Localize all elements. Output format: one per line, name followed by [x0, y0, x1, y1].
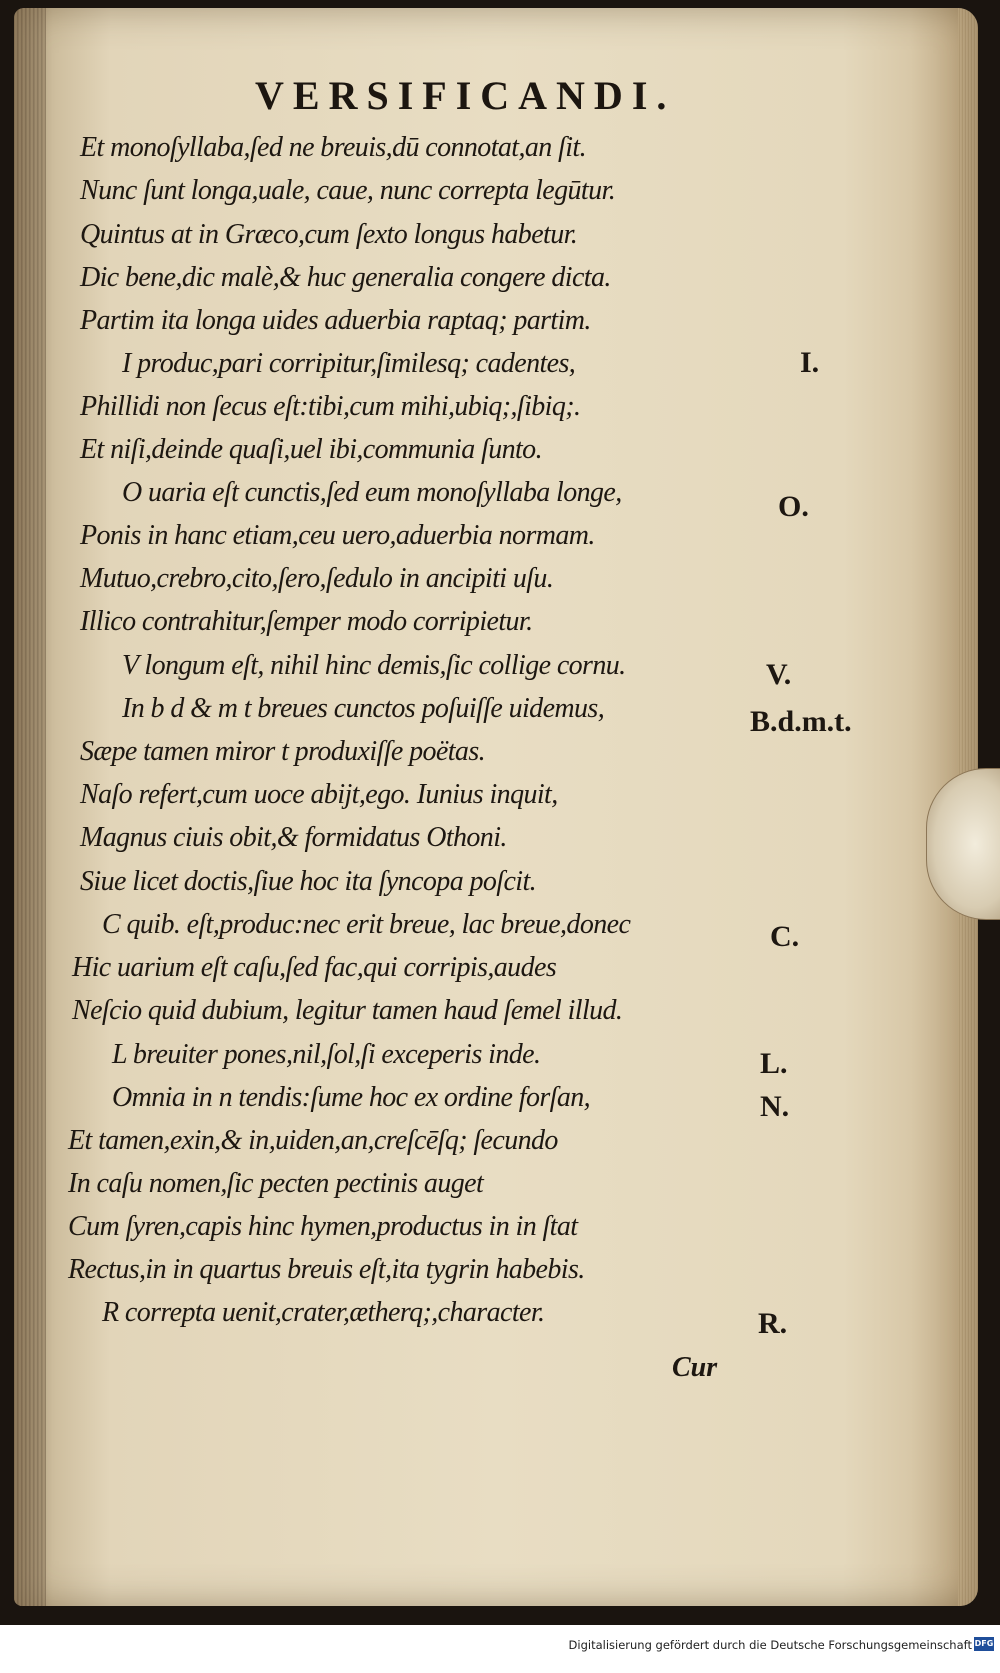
verse-line: Dic bene,dic malè,& huc generalia congere dicta.: [80, 262, 611, 293]
verse-line: Rectus,in in quartus breuis eſt,ita tygrin habebis.: [68, 1254, 585, 1285]
page-gutter: [14, 8, 46, 1606]
margin-letter-o: O.: [778, 490, 809, 523]
verse-line: Et monoſyllaba,ſed ne breuis,dū connotat,an ſit.: [80, 132, 586, 163]
verse-line: Siue licet doctis,ſiue hoc ita ſyncopa poſcit.: [80, 866, 537, 897]
verse-line: C quib. eſt,produc:nec erit breue, lac breue,donec: [102, 909, 631, 940]
margin-letter-c: C.: [770, 920, 800, 953]
running-head: VERSIFICANDI.: [255, 73, 676, 118]
verse-line: Phillidi non ſecus eſt:tibi,cum mihi,ubiq;,ſibiq;.: [80, 391, 581, 422]
verse-line: Illico contrahitur,ſemper modo corripietur.: [80, 606, 533, 637]
verse-line: In caſu nomen,ſic pecten pectinis auget: [68, 1168, 484, 1199]
verse-line: Hic uarium eſt caſu,ſed fac,qui corripis,audes: [72, 952, 557, 983]
verse-line: Partim ita longa uides aduerbia raptaq; partim.: [80, 305, 591, 336]
margin-letter-v: V.: [766, 658, 792, 691]
verse-line: V longum eſt, nihil hinc demis,ſic collige cornu.: [122, 650, 626, 681]
verse-line: I produc,pari corripitur,ſimilesq; cadentes,: [122, 348, 576, 379]
verse-line: Omnia in n tendis:ſume hoc ex ordine forſan,: [112, 1082, 591, 1113]
verse-line: Sæpe tamen miror t produxiſſe poëtas.: [80, 736, 486, 767]
verse-line: Naſo refert,cum uoce abijt,ego. Iunius inquit,: [80, 779, 558, 810]
digitization-footer: [0, 1625, 1000, 1673]
margin-letter-r: R.: [758, 1307, 788, 1340]
verse-line: Magnus ciuis obit,& formidatus Othoni.: [80, 822, 507, 853]
dfg-logo: DFG: [974, 1637, 994, 1651]
verse-line: Cum ſyren,capis hinc hymen,productus in in ſtat: [68, 1211, 578, 1242]
margin-letter-n: N.: [760, 1090, 790, 1123]
verse-line: Et niſi,deinde quaſi,uel ibi,communia ſunto.: [80, 434, 542, 465]
verse-line: Et tamen,exin,& in,uiden,an,creſcēſq; ſecundo: [68, 1125, 558, 1156]
verse-line: Mutuo,crebro,cito,ſero,ſedulo in ancipiti uſu.: [80, 563, 554, 594]
verse-line: Quintus at in Græco,cum ſexto longus habetur.: [80, 219, 578, 250]
margin-letter-bdmt: B.d.m.t.: [750, 705, 852, 738]
verse-line: R correpta uenit,crater,ætherq;,character.: [102, 1297, 545, 1328]
verse-line: O uaria eſt cunctis,ſed eum monoſyllaba longe,: [122, 477, 622, 508]
catchword: Cur: [672, 1352, 718, 1383]
margin-letter-i: I.: [800, 346, 820, 379]
verse-line: Nunc ſunt longa,uale, caue, nunc correpta legūtur.: [80, 175, 616, 206]
funding-credit: Digitalisierung gefördert durch die Deutsche Forschungsgemeinschaft: [568, 1638, 972, 1652]
verse-line: L breuiter pones,nil,ſol,ſi exceperis inde.: [112, 1039, 541, 1070]
verse-line: Ponis in hanc etiam,ceu uero,aduerbia normam.: [80, 520, 595, 551]
margin-letter-l: L.: [760, 1047, 788, 1080]
verse-line: In b d & m t breues cunctos poſuiſſe uidemus,: [122, 693, 605, 724]
verse-line: Neſcio quid dubium, legitur tamen haud ſemel illud.: [72, 995, 623, 1026]
